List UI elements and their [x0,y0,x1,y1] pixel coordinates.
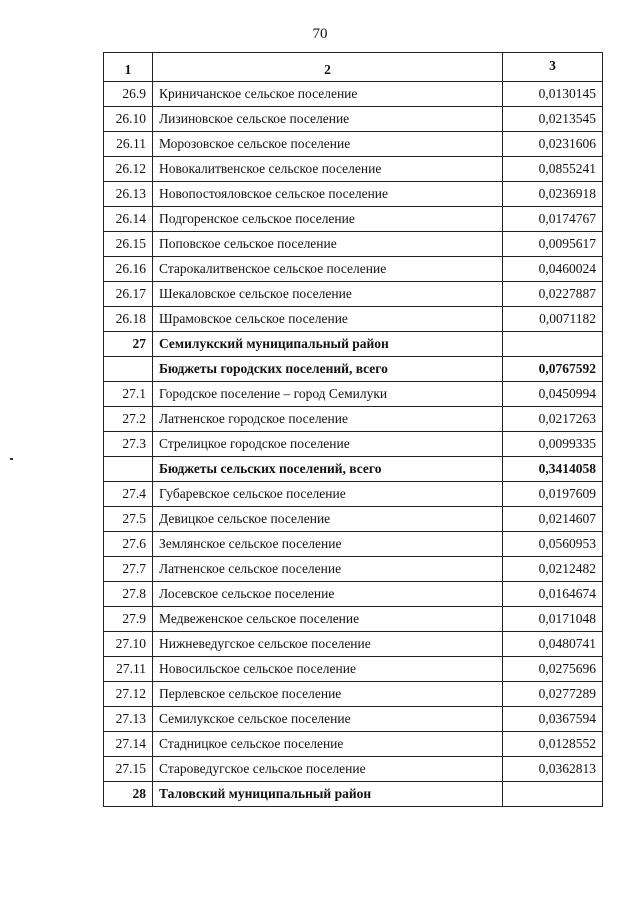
row-value-cell: 0,0214607 [503,507,603,532]
row-value-cell: 0,0560953 [503,532,603,557]
row-value-cell: 0,0460024 [503,257,603,282]
table-row [104,182,603,207]
row-name-cell: Латненское городское поселение [153,407,503,432]
table-row [104,307,603,332]
table-row [104,457,603,482]
row-name-cell: Губаревское сельское поселение [153,482,503,507]
table-row [104,107,603,132]
table-row [104,82,603,107]
table-row [104,507,603,532]
row-number-cell: 28 [104,782,153,807]
row-number-cell: 27.3 [104,432,153,457]
row-name-cell: Городское поселение – город Семилуки [153,382,503,407]
table-row [104,757,603,782]
table-row [104,532,603,557]
row-number-cell: 27.10 [104,632,153,657]
row-value-cell: 0,0130145 [503,82,603,107]
table-row [104,557,603,582]
row-name-cell: Медвеженское сельское поселение [153,607,503,632]
row-value-cell: 0,0767592 [503,357,603,382]
row-value-cell: 0,0275696 [503,657,603,682]
row-name-cell: Поповское сельское поселение [153,232,503,257]
row-name-cell: Семилукский муниципальный район [153,332,503,357]
row-number-cell: 26.13 [104,182,153,207]
row-number-cell: 26.14 [104,207,153,232]
row-name-cell: Перлевское сельское поселение [153,682,503,707]
row-number-cell: 27.1 [104,382,153,407]
table-row [104,332,603,357]
table-row [104,682,603,707]
table-row [104,482,603,507]
row-number-cell: 27.12 [104,682,153,707]
row-name-cell: Новосильское сельское поселение [153,657,503,682]
table-row [104,257,603,282]
row-name-cell: Староведугское сельское поселение [153,757,503,782]
table-row [104,407,603,432]
row-number-cell: 27 [104,332,153,357]
table-row [104,232,603,257]
row-value-cell: 0,0367594 [503,707,603,732]
row-number-cell [104,357,153,382]
row-name-cell: Лизиновское сельское поселение [153,107,503,132]
row-name-cell: Новокалитвенское сельское поселение [153,157,503,182]
row-value-cell: 0,0277289 [503,682,603,707]
table-row [104,207,603,232]
row-name-cell: Стадницкое сельское поселение [153,732,503,757]
table-row [104,282,603,307]
table-row [104,607,603,632]
row-number-cell [104,457,153,482]
row-name-cell: Латненское сельское поселение [153,557,503,582]
row-name-cell: Криничанское сельское поселение [153,82,503,107]
row-value-cell: 0,0213545 [503,107,603,132]
row-name-cell: Бюджеты городских поселений, всего [153,357,503,382]
row-number-cell: 27.11 [104,657,153,682]
row-name-cell: Лосевское сельское поселение [153,582,503,607]
row-value-cell: 0,0099335 [503,432,603,457]
table-row [104,732,603,757]
row-number-cell: 27.14 [104,732,153,757]
row-number-cell: 26.10 [104,107,153,132]
row-name-cell: Землянское сельское поселение [153,532,503,557]
row-name-cell: Старокалитвенское сельское поселение [153,257,503,282]
row-name-cell: Шекаловское сельское поселение [153,282,503,307]
row-number-cell: 27.7 [104,557,153,582]
table-header-row [104,53,603,82]
table-row [104,582,603,607]
row-value-cell: 0,0227887 [503,282,603,307]
row-value-cell: 0,0128552 [503,732,603,757]
row-number-cell: 26.15 [104,232,153,257]
row-value-cell: 0,0197609 [503,482,603,507]
row-number-cell: 26.16 [104,257,153,282]
row-value-cell: 0,0236918 [503,182,603,207]
row-number-cell: 27.5 [104,507,153,532]
row-value-cell: 0,0071182 [503,307,603,332]
row-name-cell: Семилукское сельское поселение [153,707,503,732]
table-row [104,707,603,732]
row-name-cell: Стрелицкое городское поселение [153,432,503,457]
row-value-cell [503,782,603,807]
row-value-cell: 0,0217263 [503,407,603,432]
column-header-number: 1 [104,53,153,82]
row-number-cell: 26.12 [104,157,153,182]
row-number-cell: 27.13 [104,707,153,732]
row-number-cell: 27.6 [104,532,153,557]
budget-distribution-table [103,52,603,807]
row-value-cell: 0,0855241 [503,157,603,182]
row-value-cell: 0,0164674 [503,582,603,607]
row-value-cell: 0,3414058 [503,457,603,482]
row-number-cell: 26.9 [104,82,153,107]
row-value-cell: 0,0212482 [503,557,603,582]
row-value-cell: 0,0362813 [503,757,603,782]
table-body [104,82,603,807]
table-row [104,432,603,457]
row-number-cell: 27.8 [104,582,153,607]
table-row [104,382,603,407]
row-number-cell: 27.2 [104,407,153,432]
row-number-cell: 27.15 [104,757,153,782]
table-row [104,357,603,382]
row-value-cell: 0,0174767 [503,207,603,232]
row-value-cell: 0,0095617 [503,232,603,257]
row-value-cell: 0,0231606 [503,132,603,157]
row-number-cell: 26.18 [104,307,153,332]
column-header-name: 2 [153,53,503,82]
column-header-value: 3 [503,53,603,82]
scan-artifact-mark [10,458,13,460]
row-name-cell: Подгоренское сельское поселение [153,207,503,232]
row-value-cell [503,332,603,357]
table-row [104,782,603,807]
row-name-cell: Девицкое сельское поселение [153,507,503,532]
table-row [104,632,603,657]
row-name-cell: Шрамовское сельское поселение [153,307,503,332]
row-value-cell: 0,0171048 [503,607,603,632]
row-number-cell: 27.4 [104,482,153,507]
row-name-cell: Морозовское сельское поселение [153,132,503,157]
page-number: 70 [312,26,328,42]
row-number-cell: 26.11 [104,132,153,157]
row-number-cell: 26.17 [104,282,153,307]
table-row [104,157,603,182]
table-row [104,657,603,682]
row-name-cell: Бюджеты сельских поселений, всего [153,457,503,482]
row-value-cell: 0,0480741 [503,632,603,657]
row-name-cell: Новопостояловское сельское поселение [153,182,503,207]
row-number-cell: 27.9 [104,607,153,632]
row-value-cell: 0,0450994 [503,382,603,407]
table-row [104,132,603,157]
row-name-cell: Нижневедугское сельское поселение [153,632,503,657]
row-name-cell: Таловский муниципальный район [153,782,503,807]
